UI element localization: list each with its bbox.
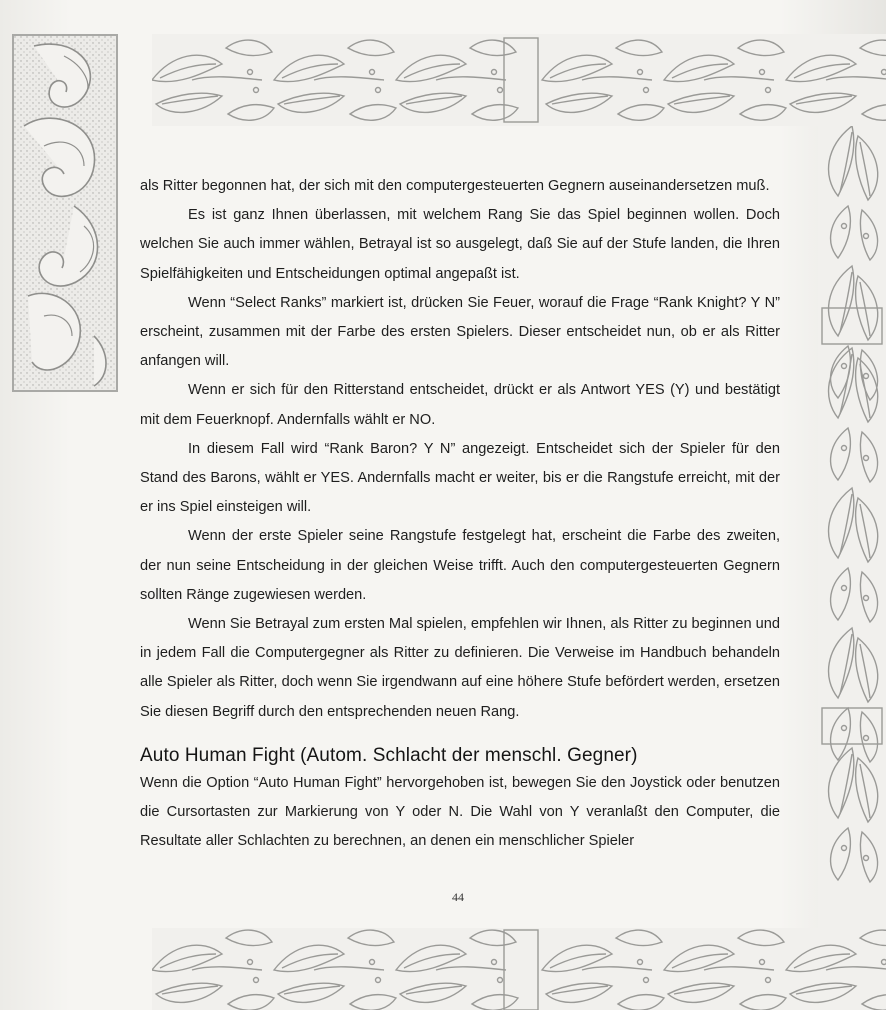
right-leaf-border <box>818 126 886 928</box>
section-heading: Auto Human Fight (Autom. Schlacht der menschl. Gegner) <box>140 744 638 766</box>
bottom-leaf-border <box>152 928 886 1010</box>
paragraph-2: Es ist ganz Ihnen überlassen, mit welchem Rang Sie das Spiel beginnen wollen. Doch welchen Sie auch immer wählen, Betrayal ist so ausgelegt, daß Sie auf der Stufe landen, die Ihren Spielfähigkeiten und Entscheidungen optimal angepaßt ist. <box>140 207 780 282</box>
paragraph-7: Wenn Sie Betrayal zum ersten Mal spielen, empfehlen wir Ihnen, als Ritter zu beginnen und in jedem Fall die Computergegner als Ritter zu definieren. Die Verweise im Handbuch behandeln alle Spieler als Ritter, doch wenn Sie irgendwann auf eine höhere Stufe befördert werden, ersetzen Sie diesen Begriff durch den entsprechenden neuen Rang. <box>140 616 780 720</box>
acanthus-ornament-panel <box>12 34 118 392</box>
paragraph-6: Wenn der erste Spieler seine Rangstufe festgelegt hat, erscheint die Farbe des zweiten, der nun seine Entscheidung in der gleichen Weise trifft. Auch den computergesteuerten Gegnern sollten Ränge zugewiesen werden. <box>140 528 780 603</box>
page-body-text <box>140 172 780 856</box>
paragraph-4: Wenn er sich für den Ritterstand entscheidet, drückt er als Antwort YES (Y) und bestätigt mit dem Feuerknopf. Andernfalls wählt er NO. <box>140 382 780 428</box>
paragraph-3: Wenn “Select Ranks” markiert ist, drücken Sie Feuer, worauf die Frage “Rank Knight? Y N” erscheint, zusammen mit der Farbe des ersten Spielers. Dieser entscheidet nun, ob er als Ritter anfangen will. <box>140 294 780 370</box>
paragraph-5: In diesem Fall wird “Rank Baron? Y N” angezeigt. Entscheidet sich der Spieler für den Stand des Barons, wählt er YES. Andernfalls macht er weiter, bis er die Rangstufe erreicht, mit der er ins Spiel einsteigen will. <box>140 440 780 516</box>
section-paragraph: Wenn die Option “Auto Human Fight” hervorgehoben ist, bewegen Sie den Joystick oder benutzen die Cursortasten zur Markierung von Y oder N. Die Wahl von Y veranlaßt den Computer, die Resultate aller Schlachten zu berechnen, an denen ein menschlicher Spieler <box>140 774 780 850</box>
top-leaf-border <box>152 34 886 126</box>
paragraph-1: als Ritter begonnen hat, der sich mit den computergesteuerten Gegnern auseinandersetzen muß. <box>140 178 770 194</box>
page-number: 44 <box>452 890 464 904</box>
